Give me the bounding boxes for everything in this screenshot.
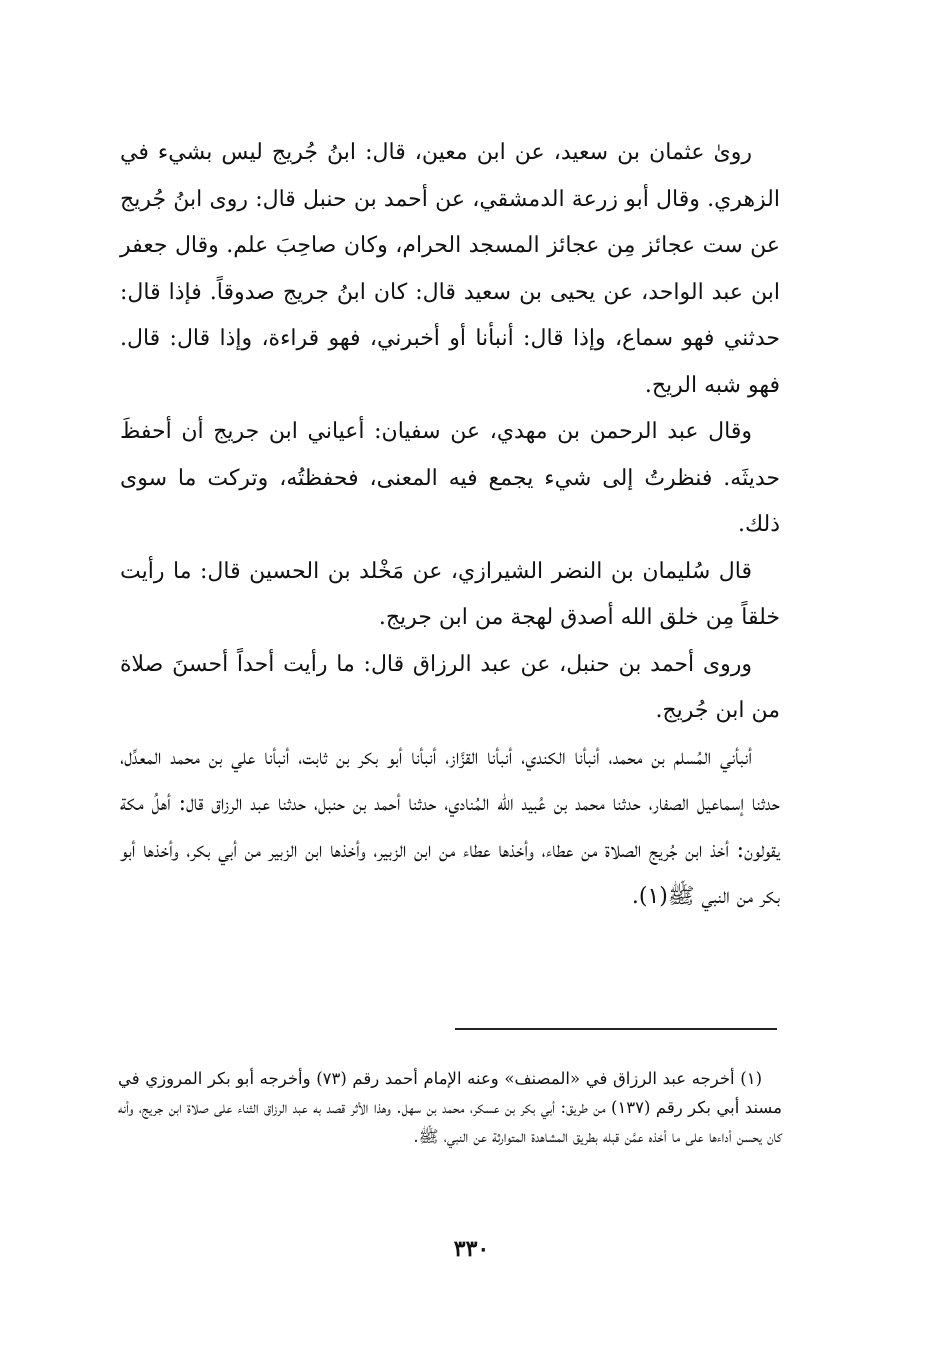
paragraph-3: قال سُليمان بن النضر الشيرازي، عن مَخْلد بن الحسين قال: ما رأيت خلقاً مِن خلق الله أصدق لهجة من ابن جريج. (120, 558, 780, 630)
main-text (120, 130, 780, 921)
paragraph-1: روىٰ عثمان بن سعيد، عن ابن معين، قال: ابنُ جُريج ليس بشيء في الزهري. وقال أبو زرعة الدمشقي، عن أحمد بن حنبل قال: روى ابنُ جُريج عن ست عجائز مِن عجائز المسجد الحرام، وكان صاحِبَ علم. وقال جعفر ابن عبد الواحد، عن يحيى بن سعيد قال: كان ابنُ جريج صدوقاً. فإذا قال: حدثني فهو سماع، وإذا قال: أنبأنا أو أخبرني، فهو قراءة، وإذا قال: قال. فهو شبه الريح. (120, 140, 780, 398)
footnotes (118, 1064, 782, 1151)
page-number: ٣٣٠ (453, 1236, 490, 1262)
footnote-1: (١) أخرجه عبد الرزاق في «المصنف» وعنه الإمام أحمد رقم (٧٣) وأخرجه أبو بكر المروزي في مسند أبي بكر رقم (١٣٧) من طريق: أبي بكر بن عسكر، محمد بن سهل. وهذا الأثر قصد به عبد الرزاق الثناء على صلاة ابن جريج، وأنه كان يحسن أداءها على ما أخذه عمَّن قبله بطريق المشاهدة المتوارثة عن النبي، ﷺ. (118, 1069, 782, 1146)
paragraph-4: وروى أحمد بن حنبل، عن عبد الرزاق قال: ما رأيت أحداً أحسنَ صلاة من ابن جُريج. (120, 651, 780, 723)
footnote-divider (455, 1028, 777, 1030)
paragraph-5: أنبأني المُسلم بن محمد، أنبأنا الكندي، أنبأنا القزَّاز، أنبأنا أبو بكر بن ثابت، أنبأنا علي بن محمد المعدِّل، حدثنا إسماعيل الصفار، حدثنا محمد بن عُبيد الله المُنادي، حدثنا أحمد بن حنبل، حدثنا عبد الرزاق قال: أهلُ مكة يقولون: أخذ ابن جُريج الصلاة من عطاء، وأخذها عطاء من ابن الزبير، وأخذها ابن الزبير من أبي بكر، وأخذها أبو بكر من النبي ﷺ(١). (120, 744, 780, 909)
paragraph-2: وقال عبد الرحمن بن مهدي، عن سفيان: أعياني ابن جريج أن أحفظَ حديثَه. فنظرتُ إلى شيء يجمع فيه المعنى، فحفظتُه، وتركت ما سوى ذلك. (120, 419, 780, 537)
